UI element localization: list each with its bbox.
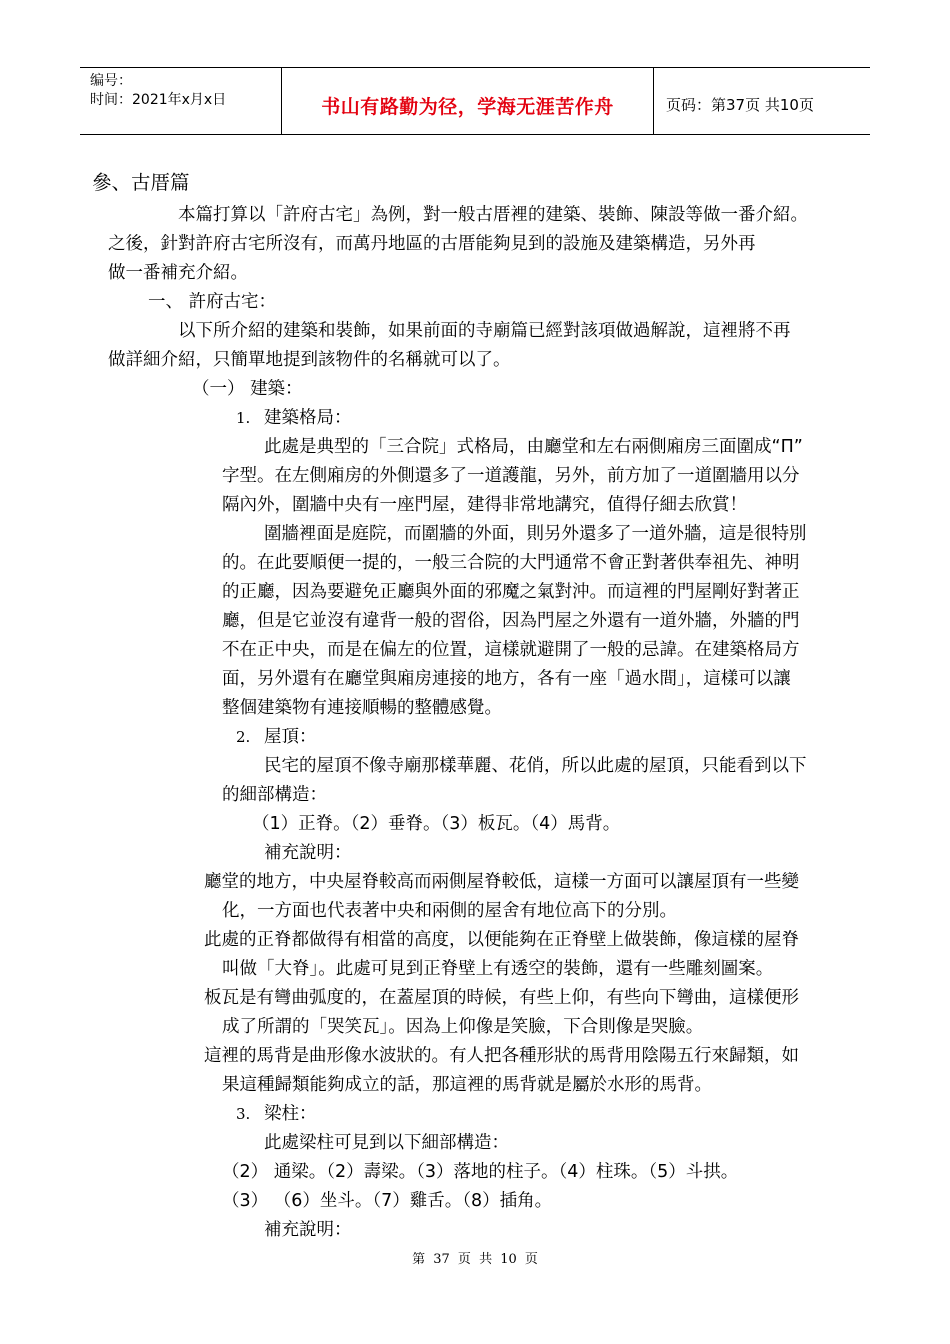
subsection-line: 做詳細介紹，只簡單地提到該物件的名稱就可以了。: [108, 350, 511, 370]
paragraph-line: 民宅的屋頂不像寺廟那樣華麗、花俏，所以此處的屋頂，只能看到以下: [264, 756, 807, 776]
item-number: 3.: [236, 1105, 251, 1123]
paragraph-line: 的。在此要順便一提的，一般三合院的大門通常不會正對著供奉祖先、神明: [222, 553, 800, 573]
paragraph-line: 此處是典型的「三合院」式格局，由廳堂和左右兩側廂房三面圍成“П”: [264, 437, 803, 457]
paragraph-line: 隔內外，圍牆中央有一座門屋，建得非常地講究，值得仔細去欣賞！: [222, 495, 747, 515]
paragraph-line: 的正廳，因為要避免正廳與外面的邪魔之氣對沖。而這裡的門屋剛好對著正: [222, 582, 800, 602]
item-title: 建築格局：: [264, 408, 352, 428]
paragraph-line: 整個建築物有連接順暢的整體感覺。: [222, 698, 502, 718]
subsection-title: 一、 許府古宅：: [148, 292, 277, 312]
header-page-cell: [654, 68, 870, 134]
header-meta-cell: [80, 68, 282, 134]
page-label: 页码：第37页 共10页: [666, 96, 814, 114]
intro-line: 做一番補充介紹。: [108, 263, 248, 283]
note-line: 成了所謂的「哭笑瓦」。因為上仰像是笑臉，下合則像是哭臉。: [222, 1017, 704, 1037]
note-line: 果這種歸類能夠成立的話，那這裡的馬背就是屬於水形的馬背。: [222, 1075, 712, 1095]
paragraph-line: 廳，但是它並沒有違背一般的習俗，因為門屋之外還有一道外牆，外牆的門: [222, 611, 800, 631]
item-number: 2.: [236, 728, 251, 746]
item-title: 梁柱：: [264, 1104, 317, 1124]
supplement-title: 補充說明：: [264, 843, 352, 863]
beam-parts-list: （3） （6）坐斗。（7）雞舌。（8）插角。: [222, 1191, 553, 1211]
note-line: 叫做「大脊」。此處可見到正脊壁上有透空的裝飾，還有一些雕刻圖案。: [222, 959, 774, 979]
supplement-title: 補充說明：: [264, 1220, 352, 1240]
note-line: 廳堂的地方，中央屋脊較高而兩側屋脊較低，這樣一方面可以讓屋頂有一些變: [204, 872, 799, 892]
paragraph-line: 字型。在左側廂房的外側還多了一道護龍，另外，前方加了一道圍牆用以分: [222, 466, 800, 486]
item-title: 屋頂：: [264, 727, 317, 747]
number-label: 编号：: [90, 73, 132, 89]
paragraph-line: 圍牆裡面是庭院，而圍牆的外面，則另外還多了一道外牆，這是很特別: [264, 524, 807, 544]
paragraph-line: 面，另外還有在廳堂與廂房連接的地方，各有一座「過水間」，這樣可以讓: [222, 669, 791, 689]
paragraph-line: 此處梁柱可見到以下細部構造：: [264, 1133, 509, 1153]
note-line: 板瓦是有彎曲弧度的，在蓋屋頂的時候，有些上仰，有些向下彎曲，這樣便形: [204, 988, 799, 1008]
note-line: 化，一方面也代表著中央和兩側的屋舍有地位高下的分別。: [222, 901, 677, 921]
item-number: 1.: [236, 409, 251, 427]
part-title: （一） 建築：: [192, 379, 303, 399]
intro-line: 之後，針對許府古宅所沒有，而萬丹地區的古厝能夠見到的設施及建築構造，另外再: [108, 234, 756, 254]
roof-parts-list: （1）正脊。（2）垂脊。（3）板瓦。（4）馬背。: [252, 814, 621, 834]
beam-parts-list: （2） 通梁。（2）壽梁。（3）落地的柱子。（4）柱珠。（5）斗拱。: [222, 1162, 739, 1182]
page-footer: 第 37 页 共 10 页: [412, 1252, 538, 1267]
paragraph-line: 的細部構造：: [222, 785, 327, 805]
document-header: [80, 67, 870, 135]
date-label: 时间：2021年x月x日: [90, 92, 227, 108]
motto: 书山有路勤为径，学海无涯苦作舟: [321, 96, 614, 118]
intro-line: 本篇打算以「許府古宅」為例，對一般古厝裡的建築、裝飾、陳設等做一番介紹。: [178, 205, 808, 225]
note-line: 此處的正脊都做得有相當的高度，以便能夠在正脊壁上做裝飾，像這樣的屋脊: [204, 930, 799, 950]
subsection-line: 以下所介紹的建築和裝飾，如果前面的寺廟篇已經對該項做過解說，這裡將不再: [178, 321, 791, 341]
paragraph-line: 不在正中央，而是在偏左的位置，這樣就避開了一般的忌諱。在建築格局方: [222, 640, 800, 660]
header-motto-cell: [282, 68, 654, 134]
note-line: 這裡的馬背是曲形像水波狀的。有人把各種形狀的馬背用陰陽五行來歸類，如: [204, 1046, 799, 1066]
section-title: 參、古厝篇: [92, 171, 190, 194]
